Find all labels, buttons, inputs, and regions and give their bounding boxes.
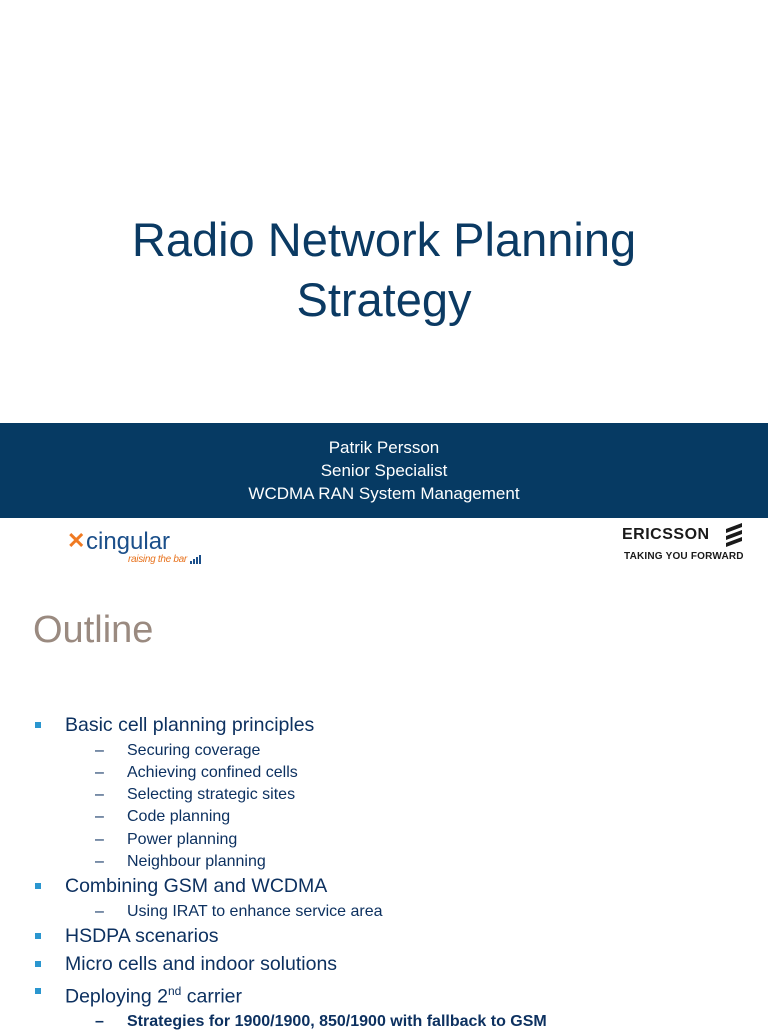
outline-item-label: Basic cell planning principles — [65, 714, 315, 736]
slide-title — [0, 210, 768, 330]
outline-list — [33, 712, 753, 1033]
ericsson-wordmark: ERICSSON — [622, 526, 710, 543]
outline-item-label-superscript: nd — [167, 984, 182, 999]
bullet-icon — [35, 883, 41, 889]
outline-subitem — [33, 740, 753, 762]
outline-subitem — [33, 901, 753, 923]
bullet-icon — [35, 722, 41, 728]
outline-subitem — [33, 1011, 753, 1033]
dash-icon: – — [95, 852, 104, 870]
outline-subitem — [33, 829, 753, 851]
outline-item-micro-cells — [33, 951, 753, 979]
outline-subitem-label: Neighbour planning — [127, 852, 266, 870]
cingular-wordmark: cingular — [86, 528, 171, 555]
dash-icon: – — [95, 786, 104, 804]
ericsson-slogan: TAKING YOU FORWARD — [624, 551, 744, 562]
presenter-band — [0, 423, 768, 518]
outline-subitem-label: Achieving confined cells — [127, 763, 298, 781]
outline-subitem-label: Using IRAT to enhance service area — [127, 902, 383, 920]
outline-item-label-tail: carrier — [181, 985, 243, 1008]
cingular-tagline: raising the bar — [128, 554, 187, 565]
slide-title-line-1: Radio Network Planning — [131, 213, 637, 266]
bullet-icon — [35, 988, 41, 994]
slide-title-line-2: Strategy — [296, 273, 472, 326]
outline-item-second-carrier — [33, 978, 753, 1011]
dash-icon: – — [95, 763, 104, 781]
outline-subitem — [33, 784, 753, 806]
bullet-icon — [35, 933, 41, 939]
dash-icon: – — [95, 1013, 104, 1031]
outline-item-label: Combining GSM and WCDMA — [65, 875, 328, 898]
outline-slide — [0, 576, 768, 1031]
presenter-role: Senior Specialist — [320, 461, 448, 480]
ericsson-logo — [600, 520, 750, 566]
outline-subitem — [33, 851, 753, 873]
outline-item-label: Micro cells and indoor solutions — [65, 952, 338, 975]
outline-subitem-label: Strategies for 1900/1900, 850/1900 with fallback to GSM — [127, 1013, 547, 1031]
outline-subitem — [33, 762, 753, 784]
outline-subitem-label: Selecting strategic sites — [127, 786, 296, 804]
cingular-logo — [66, 528, 226, 568]
dash-icon: – — [95, 830, 104, 848]
dash-icon: – — [95, 902, 104, 920]
bullet-icon — [35, 961, 41, 967]
ericsson-three-bar-icon — [724, 522, 744, 548]
outline-item-label: Deploying 2 — [65, 985, 168, 1008]
presenter-name: Patrik Persson — [328, 438, 440, 457]
outline-subitem — [33, 806, 753, 828]
presenter-department: WCDMA RAN System Management — [248, 484, 520, 503]
cingular-x-icon: ✕ — [67, 528, 86, 553]
dash-icon: – — [95, 808, 104, 826]
outline-item-label: HSDPA scenarios — [65, 925, 219, 948]
dash-icon: – — [95, 741, 104, 759]
outline-item-hsdpa — [33, 923, 753, 951]
signal-bars-icon — [190, 555, 204, 564]
outline-subitem-label: Code planning — [127, 808, 231, 826]
outline-title: Outline — [33, 609, 154, 651]
outline-subitem-label: Power planning — [127, 830, 238, 848]
outline-subitem-label: Securing coverage — [127, 741, 261, 759]
outline-item-gsm-wcdma — [33, 873, 753, 901]
outline-item-cell-planning — [33, 712, 753, 740]
